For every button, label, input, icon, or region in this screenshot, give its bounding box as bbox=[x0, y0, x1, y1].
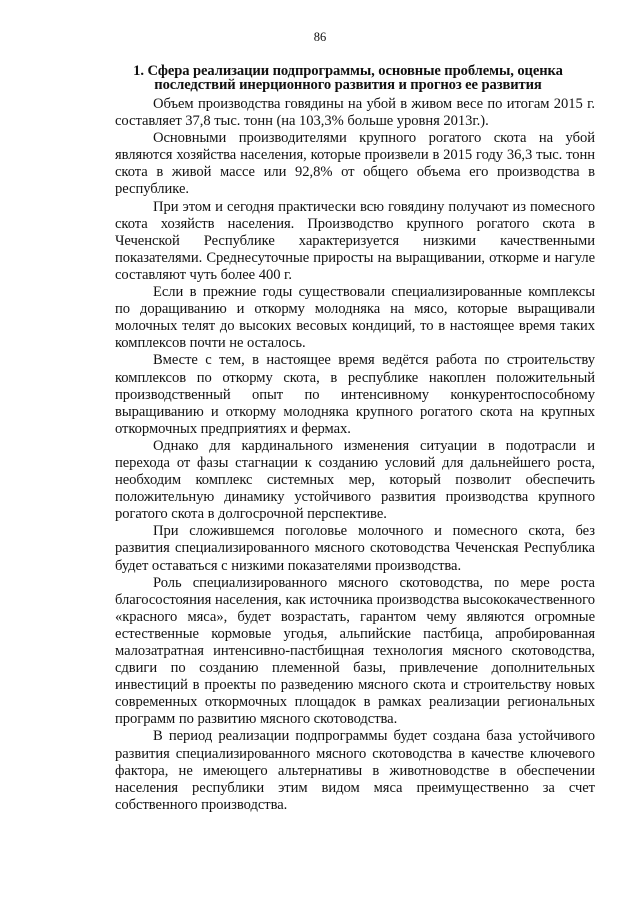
paragraph: При этом и сегодня практически всю говядину получают из помесного скота хозяйств населения. Производство крупного рогатого скота в Чеченской Республике характеризуется низкими качественными показателями. Среднесуточные приросты на выращивании, откорме и нагуле составляют чуть более 400 г. bbox=[115, 198, 595, 283]
paragraph: Если в прежние годы существовали специализированные комплексы по доращиванию и откорму молодняка на мясо, которые выращивали молочных телят до высоких весовых кондиций, то в настоящее время таких комплексов почти не осталось. bbox=[115, 284, 595, 352]
paragraph: Объем производства говядины на убой в живом весе по итогам 2015 г. составляет 37,8 тыс. тонн (на 103,3% больше уровня 2013г.). bbox=[115, 96, 595, 130]
paragraph: Основными производителями крупного рогатого скота на убой являются хозяйства населения, которые произвели в 2015 году 36,3 тыс. тонн скота в живой массе или 92,8% от общего объема его производства в республике. bbox=[115, 130, 595, 198]
section-heading: 1. Сфера реализации подпрограммы, основные проблемы, оценка последствий инерционного развития и прогноз ее развития bbox=[133, 63, 563, 93]
paragraph: В период реализации подпрограммы будет создана база устойчивого развития специализированного мясного скотоводства в качестве ключевого фактора, не имеющего альтернативы в животноводстве в обеспечении населения республики этим видом мяса преимущественно за счет собственного производства. bbox=[115, 728, 595, 813]
section-body bbox=[115, 96, 595, 814]
paragraph: Однако для кардинального изменения ситуации в подотрасли и перехода от фазы стагнации к созданию условий для дальнейшего роста, необходим комплекс системных мер, который позволит обеспечить положительную динамику устойчивого развития производства крупного рогатого скота в долгосрочной перспективе. bbox=[115, 437, 595, 523]
paragraph: Роль специализированного мясного скотоводства, по мере роста благосостояния населения, как источника производства высококачественного «красного мяса», будет возрастать, гарантом чему являются огромные естественные кормовые угодья, альпийские пастбица, апробированная малозатратная интенсивно-пастбищная технология мясного скотоводства, сдвиги по созданию племенной базы, привлечение дополнительных инвестиций в проекты по разведению мясного скота и строительству новых современных откормочных площадок в рамках реализации региональных программ по развитию мясного скотоводства. bbox=[115, 574, 595, 728]
paragraph: При сложившемся поголовье молочного и помесного скота, без развития специализированного мясного скотоводства Чеченская Республика будет оставаться с низкими показателями производства. bbox=[115, 523, 595, 574]
page-number: 86 bbox=[313, 30, 327, 44]
paragraph: Вместе с тем, в настоящее время ведётся работа по строительству комплексов по откорму скота, в республике накоплен положительный производственный опыт по интенсивному конкурентоспособному выращиванию и откорму молодняка крупного рогатого скота на крупных откормочных предприятиях и фермах. bbox=[115, 352, 595, 437]
